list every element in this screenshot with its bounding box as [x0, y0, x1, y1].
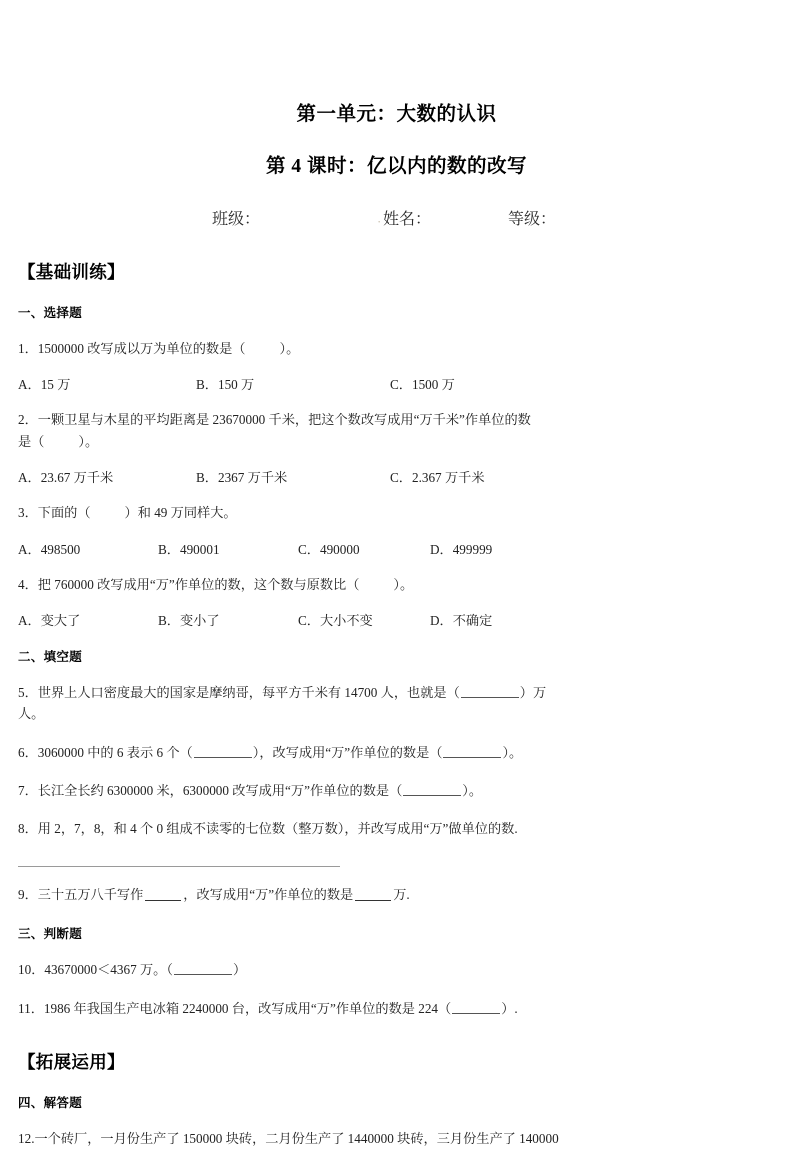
- question-9-blank-2[interactable]: [355, 887, 391, 901]
- option-d[interactable]: D．不确定: [430, 612, 493, 628]
- option-a[interactable]: A．15 万: [18, 377, 71, 393]
- question-7-part1: 7．长江全长约 6300000 米，6300000 改写成用“万”作单位的数是（: [18, 783, 403, 798]
- question-7-blank[interactable]: [403, 783, 461, 796]
- question-4-text-after: ）。: [393, 576, 414, 592]
- question-2: [18, 409, 771, 452]
- question-5-blank[interactable]: [461, 685, 519, 698]
- page-title-lesson: 第 4 课时：亿以内的数的改写: [265, 156, 527, 177]
- section-heading-extension: 【拓展运用】: [18, 1051, 125, 1072]
- question-10-blank[interactable]: [174, 962, 232, 975]
- question-12-text: 12.一个砖厂，一月份生产了 150000 块砖，二月份生产了 1440000 块砖，三月份生产了 140000: [18, 1130, 559, 1146]
- question-3-text-after: ）和 49 万同样大。: [124, 505, 237, 521]
- student-info-row: [0, 206, 793, 229]
- question-11-part2: ）.: [501, 1000, 518, 1016]
- question-1-options: [18, 374, 793, 392]
- option-a[interactable]: A．变大了: [18, 612, 81, 628]
- question-9-part1: 9．三十五万八千写作: [18, 886, 144, 902]
- question-5-part3: 人。: [18, 706, 45, 722]
- question-6-part2: ），改写成用“万”作单位的数是（: [252, 744, 443, 760]
- question-6: [18, 742, 771, 763]
- question-10-part2: ）: [232, 962, 247, 978]
- section-heading-basic-training: 【基础训练】: [18, 262, 125, 282]
- subsection-heading-true-false: 三、判断题: [18, 927, 83, 942]
- question-1: [18, 338, 771, 359]
- question-2-line2-after: ）。: [78, 433, 99, 449]
- grade-label: 等级：: [508, 211, 557, 228]
- question-10: [18, 959, 771, 980]
- question-10-part1: 10．43670000＜4367 万。（: [18, 962, 173, 978]
- question-5-part2: ）万: [519, 684, 547, 700]
- question-6-part1: 6．3060000 中的 6 表示 6 个（: [18, 744, 193, 760]
- option-c[interactable]: C．1500 万: [390, 377, 455, 393]
- question-4: [18, 574, 771, 595]
- question-3-options: [18, 539, 793, 557]
- option-c[interactable]: C．2.367 万千米: [390, 470, 485, 486]
- question-4-text-before: 4．把 760000 改写成用“万”作单位的数，这个数与原数比（: [18, 576, 360, 592]
- option-d[interactable]: D．499999: [430, 541, 493, 557]
- question-7-part2: ）。: [462, 783, 483, 798]
- question-2-line2-before: 是（: [18, 433, 45, 449]
- name-label: 姓名：: [383, 211, 432, 228]
- question-8-text: 8．用 2，7，8，和 4 个 0 组成不读零的七位数（整万数），并改写成用“万”做单位的数.: [18, 821, 518, 837]
- subsection-heading-fill-in-blank: 二、填空题: [18, 649, 83, 664]
- question-9-part3: 万.: [393, 886, 410, 902]
- option-b[interactable]: B．2367 万千米: [196, 470, 288, 486]
- question-1-text-before: 1．1500000 改写成以万为单位的数是（: [18, 341, 246, 356]
- question-9-blank-1[interactable]: [145, 887, 181, 901]
- page-title-unit: 第一单元：大数的认识: [296, 104, 497, 125]
- option-a[interactable]: A．23.67 万千米: [18, 470, 114, 486]
- question-8: [18, 818, 771, 839]
- subsection-heading-solve: 四、解答题: [18, 1095, 83, 1110]
- question-3-text-before: 3．下面的（: [18, 505, 91, 521]
- question-6-blank-1[interactable]: [194, 745, 252, 758]
- question-5-part1: 5．世界上人口密度最大的国家是摩纳哥，每平方千米有 14700 人，也就是（: [18, 684, 460, 700]
- question-11: [18, 998, 771, 1019]
- question-9-part2: ，改写成用“万”作单位的数是: [183, 886, 354, 902]
- question-3: [18, 502, 771, 523]
- question-2-options: [18, 467, 793, 485]
- question-6-blank-2[interactable]: [443, 745, 501, 758]
- question-12: [18, 1128, 771, 1149]
- class-label: 班级：: [212, 211, 261, 228]
- option-a[interactable]: A．498500: [18, 541, 81, 557]
- question-4-options: [18, 610, 793, 628]
- question-6-part3: ）。: [502, 744, 523, 760]
- option-c[interactable]: C．大小不变: [298, 612, 373, 628]
- question-11-blank[interactable]: [452, 1001, 500, 1014]
- question-7: [18, 780, 771, 801]
- option-b[interactable]: B．150 万: [196, 377, 255, 393]
- question-5: [18, 682, 771, 725]
- question-2-line1: 2．一颗卫星与木星的平均距离是 23670000 千米，把这个数改写成用“万千米”作单位的数: [18, 412, 531, 428]
- question-11-part1: 11．1986 年我国生产电冰箱 2240000 台，改写成用“万”作单位的数是 224（: [18, 1000, 452, 1016]
- stray-mark: ·: [377, 214, 382, 229]
- option-b[interactable]: B．490001: [158, 541, 220, 557]
- option-b[interactable]: B．变小了: [158, 612, 220, 628]
- question-8-answer-rule[interactable]: [18, 866, 340, 867]
- subsection-heading-multiple-choice: 一、选择题: [18, 306, 83, 320]
- question-1-text-after: ）。: [279, 341, 300, 356]
- question-9: [18, 884, 771, 905]
- option-c[interactable]: C．490000: [298, 541, 360, 557]
